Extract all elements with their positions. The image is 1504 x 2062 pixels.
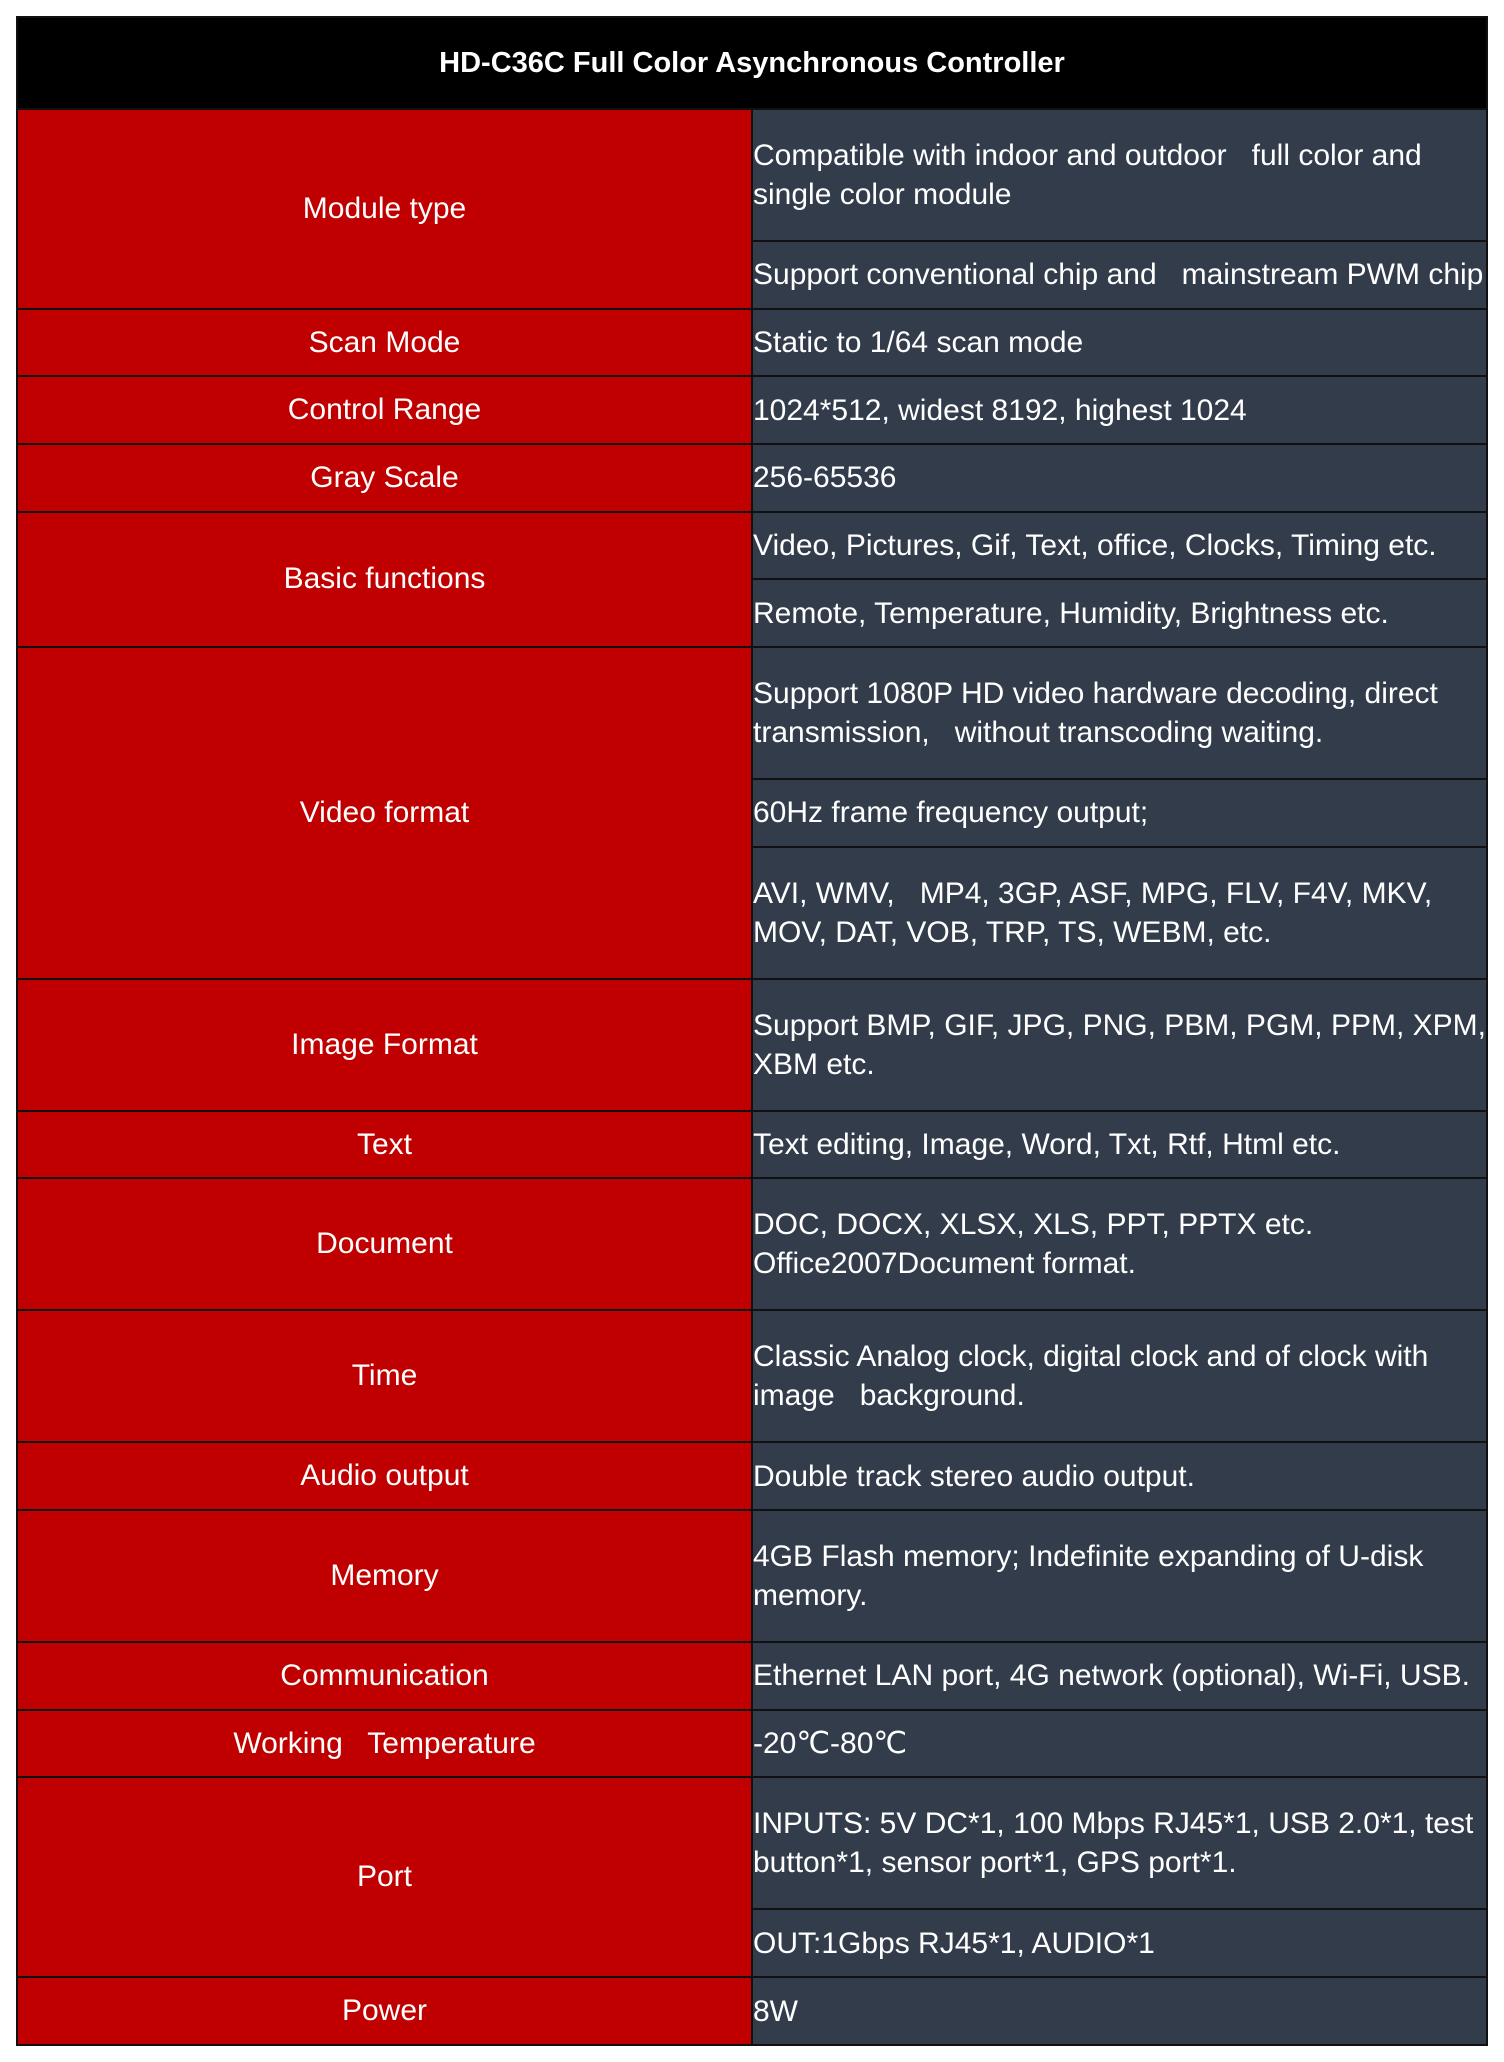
spec-label: Working Temperature [233,1726,536,1760]
spec-label: Audio output [300,1459,469,1493]
table-row [17,647,1487,779]
spec-label-cell [17,1710,752,1778]
spec-value: Static to 1/64 scan mode [753,326,1084,360]
spec-value-cell [752,579,1487,647]
spec-label: Text [356,1127,413,1161]
spec-value-cell [752,444,1487,512]
spec-value: Compatible with indoor and outdoor full color and single color module [753,139,1431,212]
spec-label-cell [17,1111,752,1179]
spec-value: INPUTS: 5V DC*1, 100 Mbps RJ45*1, USB 2.0*1, test button*1, sensor port*1, GPS port*1. [753,1807,1482,1880]
table-row [17,1510,1487,1642]
spec-label: Gray Scale [310,460,459,494]
spec-value-cell [752,1642,1487,1710]
spec-label: Port [356,1860,413,1894]
spec-value-cell [752,647,1487,779]
spec-value-cell [752,109,1487,241]
spec-value: 256-65536 [753,461,897,495]
spec-label: Communication [280,1658,489,1692]
spec-value-cell [752,1178,1487,1310]
spec-value-cell [752,1909,1487,1977]
spec-value: Text editing, Image, Word, Txt, Rtf, Html etc. [753,1128,1341,1162]
spec-value-cell [752,376,1487,444]
spec-value-cell [752,1442,1487,1510]
table-row [17,1310,1487,1442]
spec-value-cell [752,309,1487,377]
spec-label-cell [17,1178,752,1310]
spec-value: 8W [753,1994,798,2028]
table-row [17,512,1487,580]
spec-value-cell [752,512,1487,580]
spec-value: Remote, Temperature, Humidity, Brightness etc. [753,596,1389,630]
spec-value-cell [752,779,1487,847]
spec-body [17,17,1495,2045]
spec-value: Classic Analog clock, digital clock and of clock with image background. [753,1340,1437,1413]
spec-label: Control Range [287,393,482,427]
table-row [17,1642,1487,1710]
table-row [17,444,1487,512]
spec-value-cell [752,241,1487,309]
spec-label-cell [17,109,752,309]
spec-value: DOC, DOCX, XLSX, XLS, PPT, PPTX etc. Office2007Document format. [753,1208,1322,1281]
spec-value: -20℃-80℃ [753,1727,908,1761]
spec-label-cell [17,1977,752,2045]
spec-label: Document [316,1227,453,1261]
spec-value: AVI, WMV, MP4, 3GP, ASF, MPG, FLV, F4V, MKV, MOV, DAT, VOB, TRP, TS, WEBM, etc. [753,876,1441,949]
spec-label-cell [17,1642,752,1710]
spec-value-cell [752,1310,1487,1442]
table-row [17,376,1487,444]
spec-value-cell [752,1111,1487,1179]
spec-label: Power [341,1994,428,2028]
table-title: HD-C36C Full Color Asynchronous Controller [17,17,1487,109]
spec-label-cell [17,512,752,647]
table-row [17,1710,1487,1778]
spec-value: Ethernet LAN port, 4G network (optional), Wi-Fi, USB. [753,1659,1470,1693]
spec-label: Basic functions [283,562,486,596]
table-row [17,1178,1487,1310]
spec-label-cell [17,1510,752,1642]
table-row [17,109,1487,241]
spec-label-cell [17,1777,752,1977]
spec-table [16,16,1495,2046]
spec-value: Support BMP, GIF, JPG, PNG, PBM, PGM, PPM, XPM, XBM etc. [753,1008,1495,1081]
spec-label: Video format [299,795,470,829]
spec-value: Video, Pictures, Gif, Text, office, Clocks, Timing etc. [753,528,1437,562]
table-row [17,1777,1487,1909]
spec-label: Time [351,1359,418,1393]
table-row [17,1111,1487,1179]
spec-value: Double track stereo audio output. [753,1459,1195,1493]
table-row [17,1442,1487,1510]
spec-value-cell [752,1710,1487,1778]
spec-value: 4GB Flash memory; Indefinite expanding of U-disk memory. [753,1540,1432,1613]
spec-value: 60Hz frame frequency output; [753,796,1149,830]
spec-value: OUT:1Gbps RJ45*1, AUDIO*1 [753,1926,1155,1960]
spec-label-cell [17,309,752,377]
spec-label: Image Format [291,1027,478,1061]
spec-value: Support 1080P HD video hardware decoding, direct transmission, without transcoding waiting. [753,676,1447,749]
spec-label-cell [17,979,752,1111]
table-row [17,1977,1487,2045]
spec-label-cell [17,647,752,979]
table-row [17,309,1487,377]
spec-label: Scan Mode [308,325,461,359]
spec-label-cell [17,376,752,444]
spec-label-cell [17,1442,752,1510]
spec-value-cell [752,1777,1487,1909]
spec-label: Module type [302,191,467,225]
spec-value-cell [752,1977,1487,2045]
spec-value-cell [752,1510,1487,1642]
spec-value: 1024*512, widest 8192, highest 1024 [753,393,1247,427]
spec-label-cell [17,1310,752,1442]
table-row [17,979,1487,1111]
spec-label: Memory [330,1559,439,1593]
spec-value-cell [752,847,1487,979]
title-row [17,17,1487,109]
spec-value: Support conventional chip and mainstream PWM chip [753,258,1484,292]
spec-label-cell [17,444,752,512]
spec-value-cell [752,979,1495,1111]
